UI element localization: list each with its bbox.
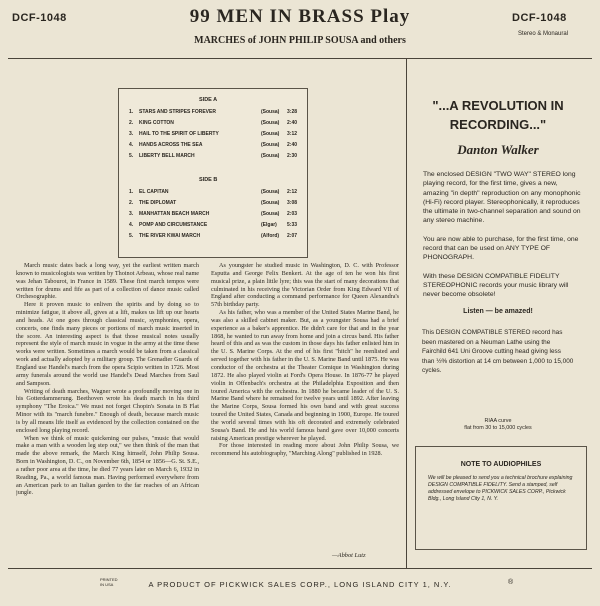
track-number: 1. [129, 109, 134, 115]
track-composer: (Sousa) [261, 142, 280, 148]
track-number: 3. [129, 211, 134, 217]
riaa-text: RIAA curve flat from 30 to 15,000 cycles [464, 418, 532, 431]
notes-paragraph: Writing of death marches, Wagner wrote a profoundly moving one in his Gotterdammerung. Beethoven wrote his death march in his third symphony "The Eroica." We must not forget Chopin's Sonata in B Flat Minor with its "march funebre." Enough of death, because march music is by all means life itself as evidenced by the collection contained on the enclosed long playing record. [16, 387, 199, 434]
track-duration: 2:07 [287, 233, 298, 239]
track-duration: 2:40 [287, 120, 298, 126]
track-composer: (Sousa) [261, 131, 280, 137]
track-row [129, 153, 299, 161]
track-composer: (Elgar) [261, 222, 277, 228]
track-duration: 3:28 [287, 109, 298, 115]
track-number: 1. [129, 189, 134, 195]
track-row [129, 142, 299, 150]
track-duration: 5:33 [287, 222, 298, 228]
liner-notes-middle-column [211, 262, 399, 546]
tracklist-box [118, 88, 308, 258]
track-duration: 3:08 [287, 200, 298, 206]
album-subtitle: MARCHES of JOHN PHILIP SOUSA and others [194, 35, 406, 46]
track-row [129, 211, 299, 219]
audiophiles-note-box [415, 446, 587, 550]
track-number: 4. [129, 222, 134, 228]
side-a-label: SIDE A [199, 97, 218, 103]
track-title: HANDS ACROSS THE SEA [139, 142, 203, 148]
audiophiles-note-title: NOTE TO AUDIOPHILES [460, 461, 542, 468]
catalog-number-right: DCF-1048 [512, 12, 567, 24]
track-composer: (Sousa) [261, 109, 280, 115]
side-b-label: SIDE B [199, 177, 218, 183]
track-row [129, 222, 299, 230]
track-number: 5. [129, 153, 134, 159]
track-row [129, 131, 299, 139]
revolution-headline: "...A REVOLUTION IN RECORDING..." [432, 98, 564, 132]
track-duration: 2:30 [287, 153, 298, 159]
track-title: KING COTTON [139, 120, 174, 126]
track-row [129, 189, 299, 197]
track-composer: (Sousa) [261, 120, 280, 126]
footer-text: A PRODUCT OF PICKWICK SALES CORP., LONG ISLAND CITY 1, N.Y. [148, 580, 452, 589]
notes-paragraph: For those interested in reading more about John Philip Sousa, we recommend his autobiography, "Marching Along" published in 1928. [211, 442, 399, 458]
description-paragraph: You are now able to purchase, for the first time, one record that can be used on ANY TYPE OF PHONOGRAPH. [423, 235, 579, 262]
track-number: 2. [129, 200, 134, 206]
header-divider [8, 58, 592, 59]
track-composer: (Sousa) [261, 153, 280, 159]
track-composer: (Sousa) [261, 200, 280, 206]
notes-paragraph: March music dates back a long way, yet the earliest written march known to musicologists was written by Thoinot Arbeau, whose real name was Jehan Tabourot, in France in 1589. These first march tempos were written for drums and fife as part of a collection of dance music called Orchesographie. [16, 262, 199, 301]
track-title: THE DIPLOMAT [139, 200, 177, 206]
audiophiles-note-text: We will be pleased to send you a technical brochure explaining DESIGN COMPATIBLE FIDELITY. Send a stamped, self addressed envelope to PICKWICK SALES CORP., Pickwick Bldg., Long Island City 1, N. Y. [428, 475, 573, 502]
notes-paragraph: As youngster he studied music in Washington, D. C. with Professor Esputta and George Felix Benkert. At the age of ten he won his first musical prize, a plain little lyre; this was the start of many decorations that culminated in his receiving the Victorian Order from King Edward VII of England after conducting a command performance for Queen Alexandra's 57th birthday party. [211, 262, 399, 309]
footer-divider [8, 568, 592, 569]
album-title: 99 MEN IN BRASS Play [189, 6, 411, 27]
stereo-label: Stereo & Monaural [518, 31, 569, 37]
track-composer: (Alford) [261, 233, 280, 239]
registered-mark: ® [508, 579, 514, 586]
liner-notes-left-column [16, 262, 199, 562]
track-number: 5. [129, 233, 134, 239]
notes-paragraph: When we think of music quickening our pulses, "music that would make a man with a wooden leg step out," we then think of the man that made the above remark, the March King himself, John Philip Sousa. Born in Washington, D. C., on November 6th, 1854 or 1856—G. St. S.E., a rather poor area at the time, he died 77 years later on March 6, 1932 in Reading, Pa., a world famous man. Having performed everywhere from an American park to an Italian garden to the far reaches of an African jungle. [16, 434, 199, 497]
catalog-number-left: DCF-1048 [12, 12, 67, 24]
danton-walker-signature: Danton Walker [457, 142, 539, 157]
track-title: HAIL TO THE SPIRIT OF LIBERTY [139, 131, 219, 137]
stereo-description [423, 170, 585, 309]
track-number: 4. [129, 142, 134, 148]
riaa-curve-note [422, 418, 574, 432]
notes-paragraph: As his father, who was a member of the United States Marine Band, he was also a skilled cabinet maker. But, as a youngster Sousa had a brief experience as a baker's apprentice. He didn't care for that and in the year 1868, he wanted to run away from home and join a circus band. His father heard of this and as was the custom in those days his father enlisted him in the U. S. Marine Corps. At the end of his first "hitch" he reenlisted and served together with his father in the U. S. Marine Band until 1875. He was conductor of the orchestra at the Theater Comique in Washington during 1872. He also played violin at Ford's Opera House. In 1876-77 he played violin in Offenbach's orchestra at the Philadelphia Exposition and then toured America with the orchestra. In 1880 he became leader of the U. S. Marine Band where he remained for twelve years until 1892. After leaving the Marine Corps, Sousa formed his own band and with great success toured the United States, Canada and beginning in 1900, Europe. He toured the world several times with his oft decorated and extremely celebrated Sousa's Band. He and his world famous band gave over 10,000 concerts raising American prestige wherever he played. [211, 309, 399, 442]
track-row [129, 233, 299, 241]
track-duration: 3:12 [287, 131, 298, 137]
track-title: THE RIVER KWAI MARCH [139, 233, 201, 239]
track-composer: (Sousa) [261, 211, 280, 217]
description-paragraph: With these DESIGN COMPATIBLE FIDELITY STEREOPHONIC records your music library will never become obsolete! [423, 272, 569, 299]
listen-tagline: Listen — be amazed! [463, 308, 533, 315]
track-duration: 2:03 [287, 211, 298, 217]
track-number: 3. [129, 131, 134, 137]
track-composer: (Sousa) [261, 189, 280, 195]
track-row [129, 109, 299, 117]
notes-author: —Abbot Lutz [332, 552, 366, 559]
track-title: MANHATTAN BEACH MARCH [139, 211, 210, 217]
column-divider [406, 58, 407, 568]
printed-in-usa: PRINTED IN USA [100, 577, 118, 587]
track-number: 2. [129, 120, 134, 126]
notes-paragraph: Here it proven music to enliven the spirits and by doing so to minimize fatigue, it above all, gives at a lift, makes us lift up our hearts and heads. At one goes through classical music, symphonies, opera, concerts, one finds many pieces or portions of march music inserted in the score. An interesting aspect is that those musical notes usually represent the style of march music in vogue in the army at the time these works were written. Sometimes a march would be taken from a classical work and actually adopted by a military group. The Grenadier Guards of England use Handel's march from the opera Scipio written in 1726. Most army funerals around the world use Handel's Dead Marches from Saul and Sampson. [16, 301, 199, 387]
track-row [129, 200, 299, 208]
track-title: EL CAPITAN [139, 189, 169, 195]
track-title: LIBERTY BELL MARCH [139, 153, 195, 159]
track-duration: 2:12 [287, 189, 298, 195]
track-title: POMP AND CIRCUMSTANCE [139, 222, 208, 228]
track-duration: 2:40 [287, 142, 298, 148]
description-paragraph: The enclosed DESIGN "TWO WAY" STEREO long playing record, for the first time, gives a new, amazing "in depth" reproduction on any monophonic (Hi-Fi) record player. Stereophonically, it reproduces the ultimate in two-channel separation and sound on any stereo machine. [423, 171, 581, 225]
compatible-stereo-text: This DESIGN COMPATIBLE STEREO record has been mastered on a Neuman Lathe using the Fairchild 641 Uni Groove cutting head giving less than ½% distortion at 14 cm between 1,000 to 15,000 cycles. [422, 329, 574, 374]
track-row [129, 120, 299, 128]
track-title: STARS AND STRIPES FOREVER [139, 109, 216, 115]
